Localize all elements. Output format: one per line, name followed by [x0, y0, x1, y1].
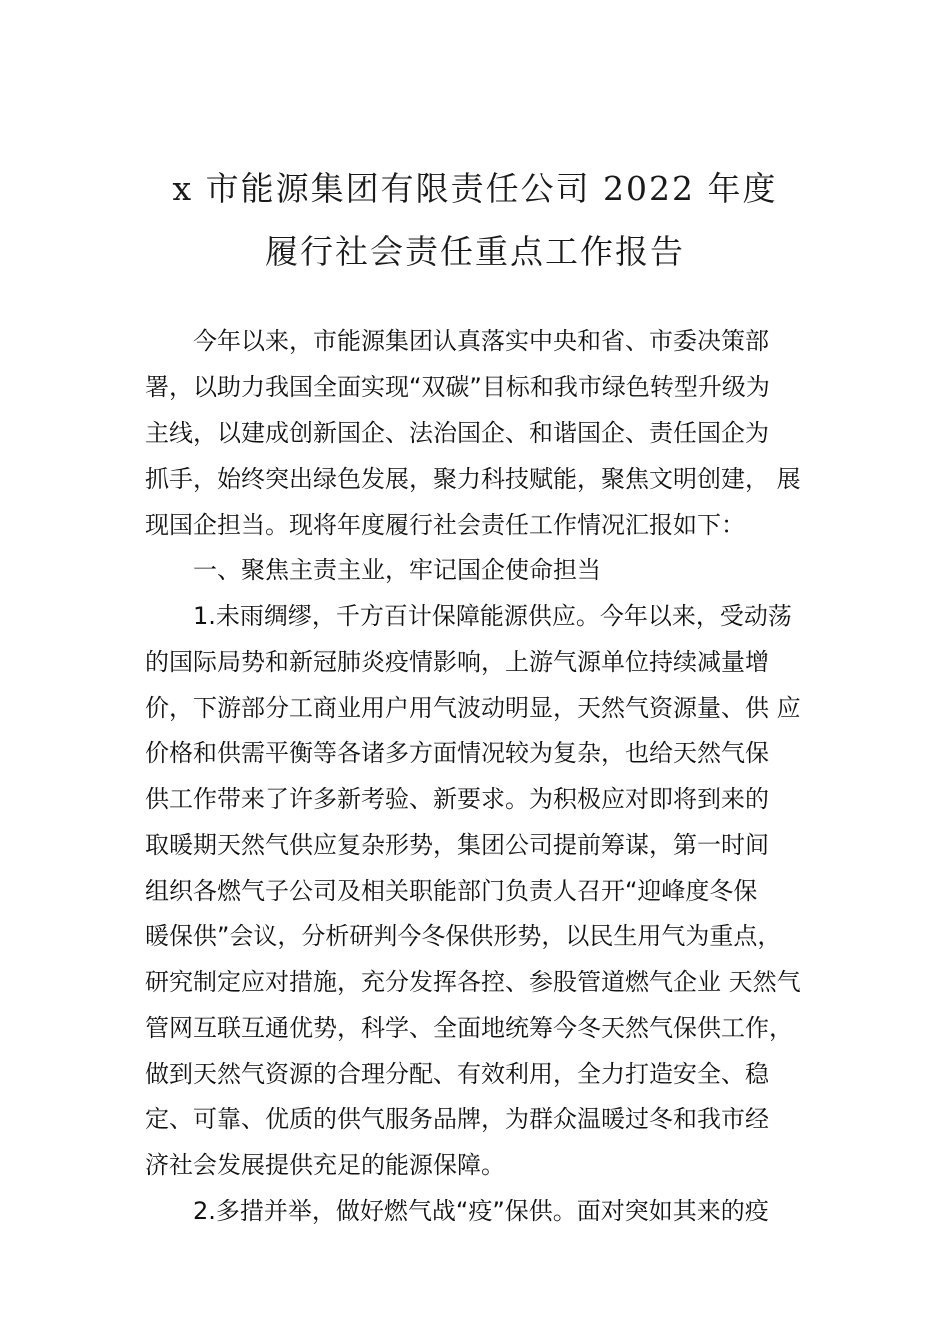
paragraph-intro-line-1: 今年以来，市能源集团认真落实中央和省、市委决策部 [193, 327, 769, 355]
paragraph-1-line-6: 取暖期天然气供应复杂形势，集团公司提前筹谋，第一时间 [145, 831, 769, 859]
paragraph-1-line-11: 做到天然气资源的合理分配、有效利用，全力打造安全、稳 [145, 1060, 769, 1088]
paragraph-1-line-7: 组织各燃气子公司及相关职能部门负责人召开“迎峰度冬保 [145, 877, 758, 905]
paragraph-1-line-4: 价格和供需平衡等各诸多方面情况较为复杂，也给天然气保 [145, 739, 769, 767]
paragraph-1-line-5: 供工作带来了许多新考验、新要求。为积极应对即将到来的 [145, 785, 769, 813]
paragraph-intro-line-3: 主线，以建成创新国企、法治国企、和谐国企、责任国企为 [145, 419, 769, 447]
paragraph-1-line-2: 的国际局势和新冠肺炎疫情影响，上游气源单位持续减量增 [145, 648, 769, 676]
paragraph-1-line-13: 济社会发展提供充足的能源保障。 [145, 1151, 505, 1179]
paragraph-2-line-1: 2.多措并举，做好燃气战“疫”保供。面对突如其来的疫 [193, 1197, 769, 1225]
paragraph-1-line-1: 1.未雨绸缪，千方百计保障能源供应。今年以来，受动荡 [193, 602, 792, 630]
paragraph-1-line-10: 管网互联互通优势，科学、全面地统筹今冬天然气保供工作， [145, 1014, 793, 1042]
report-title-line-2: 履行社会责任重点工作报告 [265, 232, 685, 271]
paragraph-intro-line-2: 署，以助力我国全面实现“双碳”目标和我市绿色转型升级为 [145, 373, 770, 401]
report-title-line-1: x 市能源集团有限责任公司 2022 年度 [172, 169, 778, 208]
paragraph-intro-line-5: 现国企担当。现将年度履行社会责任工作情况汇报如下： [145, 511, 745, 539]
paragraph-1-line-8: 暖保供”会议，分析研判今冬保供形势，以民生用气为重点， [145, 922, 782, 950]
paragraph-1-line-9: 研究制定应对措施，充分发挥各控、参股管道燃气企业 天然气 [145, 968, 801, 996]
section-heading-1: 一、聚焦主责主业，牢记国企使命担当 [193, 556, 601, 584]
paragraph-1-line-3: 价，下游部分工商业用户用气波动明显，天然气资源量、供 应 [145, 694, 801, 722]
paragraph-intro-line-4: 抓手，始终突出绿色发展，聚力科技赋能，聚焦文明创建， 展 [145, 465, 801, 493]
paragraph-1-line-12: 定、可靠、优质的供气服务品牌，为群众温暖过冬和我市经 [145, 1105, 769, 1133]
